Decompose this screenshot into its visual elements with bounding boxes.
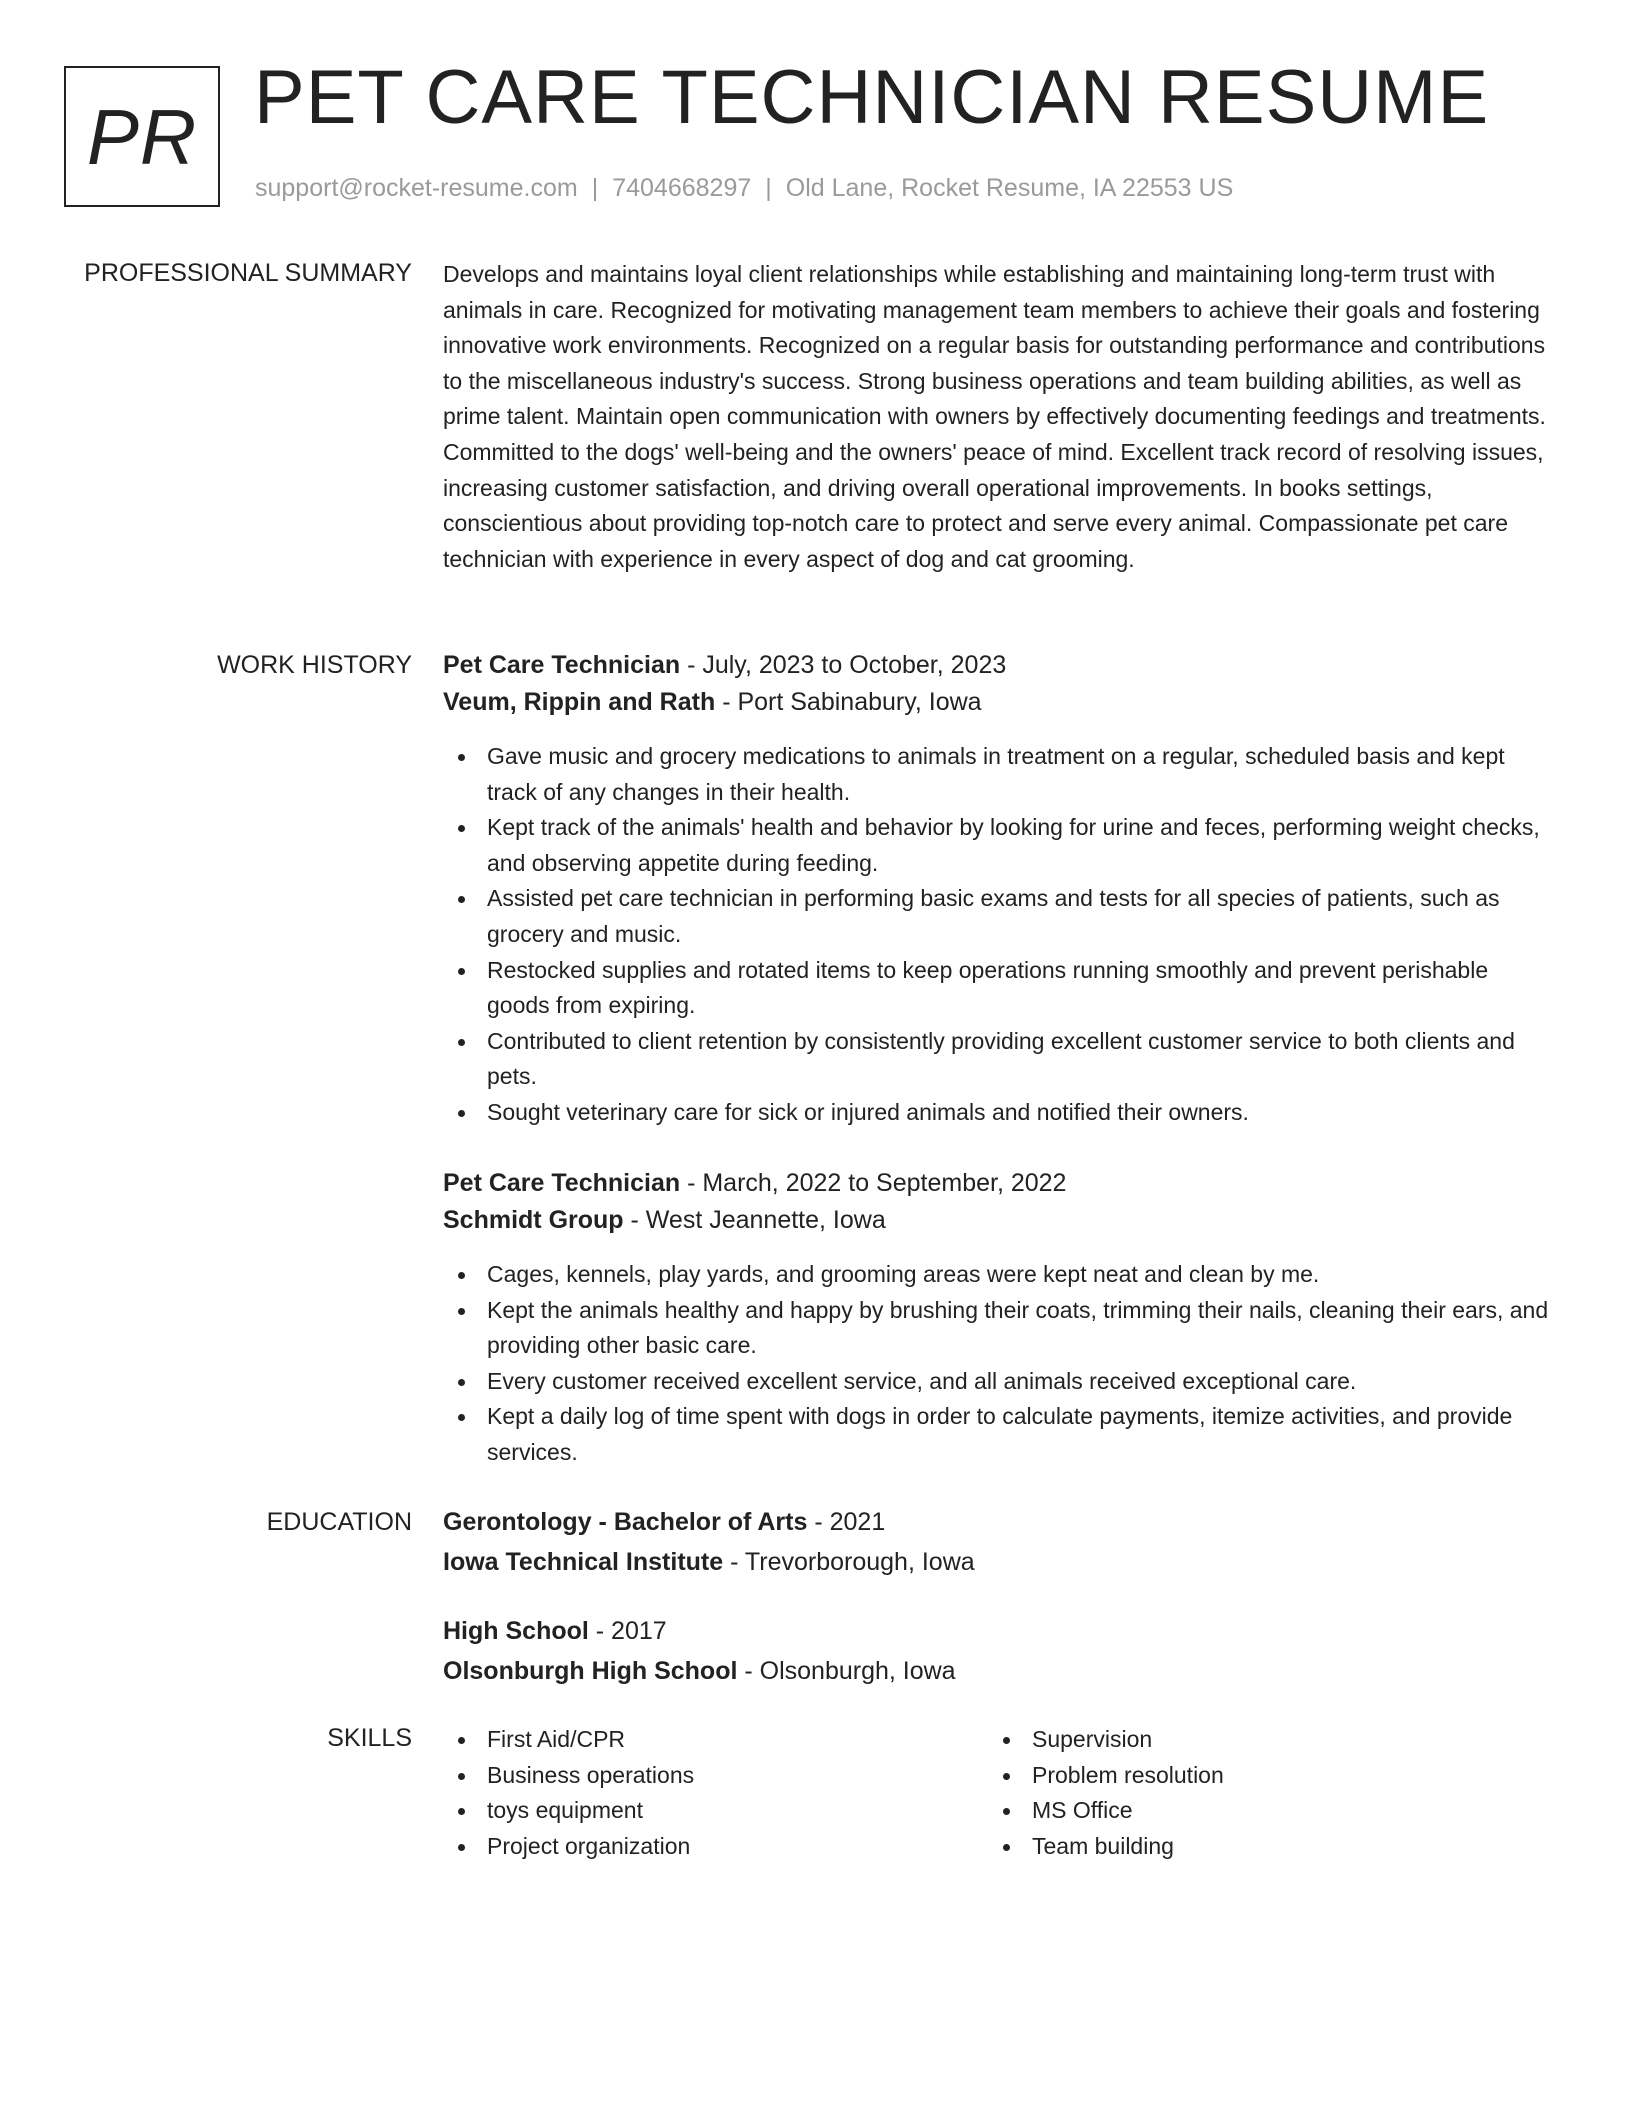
job-role: Pet Care Technician <box>443 1169 681 1197</box>
job-bullet: Kept a daily log of time spent with dogs in order to calculate payments, itemize activities, and provide services. <box>443 1399 1555 1470</box>
education-degree: High School <box>443 1617 589 1645</box>
skill-item: MS Office <box>988 1793 1224 1829</box>
summary-text: Develops and maintains loyal client relationships while establishing and maintaining long-term trust with animals in care. Recognized for motivating management team members to achieve their goals and fostering innovative work environments. Recognized on a regular basis for outstanding performance and contributions to the miscellaneous industry's success. Strong business operations and team building abilities, as well as prime talent. Maintain open communication with owners by effectively documenting feedings and treatments. Committed to the dogs' well-being and the owners' peace of mind. Excellent track record of resolving issues, increasing customer satisfaction, and driving overall operational improvements. In books settings, conscientious about providing top-notch care to protect and serve every animal. Compassionate pet care technician with experience in every aspect of dog and cat grooming. <box>443 261 1546 572</box>
job-bullet: Cages, kennels, play yards, and grooming areas were kept neat and clean by me. <box>443 1257 1555 1293</box>
contact-email[interactable]: support@rocket-resume.com <box>255 174 578 202</box>
education-school-line <box>443 1653 956 1690</box>
job-company-line <box>443 684 1555 721</box>
education-entry <box>443 1613 956 1690</box>
education-school: Iowa Technical Institute <box>443 1548 724 1576</box>
job-role: Pet Care Technician <box>443 651 681 679</box>
skills-heading: SKILLS <box>327 1724 412 1752</box>
education-degree-line <box>443 1613 956 1650</box>
education-entry <box>443 1504 1555 1581</box>
skill-item: Team building <box>988 1829 1224 1865</box>
job-dates: - July, 2023 to October, 2023 <box>680 651 1007 679</box>
work-history-heading: WORK HISTORY <box>217 651 412 679</box>
skill-item: First Aid/CPR <box>443 1722 694 1758</box>
job-bullet: Gave music and grocery medications to animals in treatment on a regular, scheduled basis and kept track of any changes in their health. <box>443 739 1555 810</box>
job-title-line <box>443 647 1555 684</box>
skill-item: toys equipment <box>443 1793 694 1829</box>
skills-list-left <box>443 1722 694 1864</box>
skill-item: Business operations <box>443 1758 694 1794</box>
skills-list-right <box>988 1722 1224 1864</box>
job-bullet: Kept the animals healthy and happy by brushing their coats, trimming their nails, cleaning their ears, and providing other basic care. <box>443 1293 1555 1364</box>
job-company-line <box>443 1202 1555 1239</box>
job-company: Schmidt Group <box>443 1206 624 1234</box>
job-bullet: Restocked supplies and rotated items to keep operations running smoothly and prevent perishable goods from expiring. <box>443 953 1555 1024</box>
monogram-logo <box>64 66 220 207</box>
skill-item: Problem resolution <box>988 1758 1224 1794</box>
job-bullet: Every customer received excellent service, and all animals received exceptional care. <box>443 1364 1555 1400</box>
education-school: Olsonburgh High School <box>443 1657 738 1685</box>
education-location: - Olsonburgh, Iowa <box>737 1657 956 1685</box>
job-bullet: Assisted pet care technician in performing basic exams and tests for all species of patients, such as grocery and music. <box>443 881 1555 952</box>
contact-address: Old Lane, Rocket Resume, IA 22553 US <box>785 174 1234 202</box>
skills-column-right <box>988 1722 1224 1864</box>
resume-title: PET CARE TECHNICIAN RESUME <box>254 55 1490 140</box>
skill-item: Supervision <box>988 1722 1224 1758</box>
job-bullet: Contributed to client retention by consistently providing excellent customer service to both clients and pets. <box>443 1024 1555 1095</box>
job-location: - Port Sabinabury, Iowa <box>715 688 982 716</box>
education-degree: Gerontology - Bachelor of Arts <box>443 1508 808 1536</box>
education-year: - 2017 <box>588 1617 667 1645</box>
contact-separator: | <box>591 174 599 202</box>
job-entry <box>443 1165 1555 1471</box>
job-bullet: Kept track of the animals' health and behavior by looking for urine and feces, performing weight checks, and observing appetite during feeding. <box>443 810 1555 881</box>
education-heading: EDUCATION <box>266 1508 412 1536</box>
summary-heading: PROFESSIONAL SUMMARY <box>84 259 412 287</box>
monogram-initials: PR <box>86 92 198 181</box>
skills-column-left <box>443 1722 694 1864</box>
skill-item: Project organization <box>443 1829 694 1865</box>
job-bullet: Sought veterinary care for sick or injured animals and notified their owners. <box>443 1095 1555 1131</box>
education-location: - Trevorborough, Iowa <box>723 1548 975 1576</box>
education-degree-line <box>443 1504 1555 1541</box>
job-dates: - March, 2022 to September, 2022 <box>680 1169 1067 1197</box>
education-school-line <box>443 1544 1555 1581</box>
job-location: - West Jeannette, Iowa <box>623 1206 886 1234</box>
job-entry <box>443 647 1555 1131</box>
job-company: Veum, Rippin and Rath <box>443 688 716 716</box>
contact-phone[interactable]: 7404668297 <box>612 174 752 202</box>
job-title-line <box>443 1165 1555 1202</box>
contact-line <box>255 174 1233 203</box>
education-year: - 2021 <box>807 1508 886 1536</box>
job-bullets <box>443 739 1555 1131</box>
job-bullets <box>443 1257 1555 1471</box>
contact-separator: | <box>765 174 772 202</box>
